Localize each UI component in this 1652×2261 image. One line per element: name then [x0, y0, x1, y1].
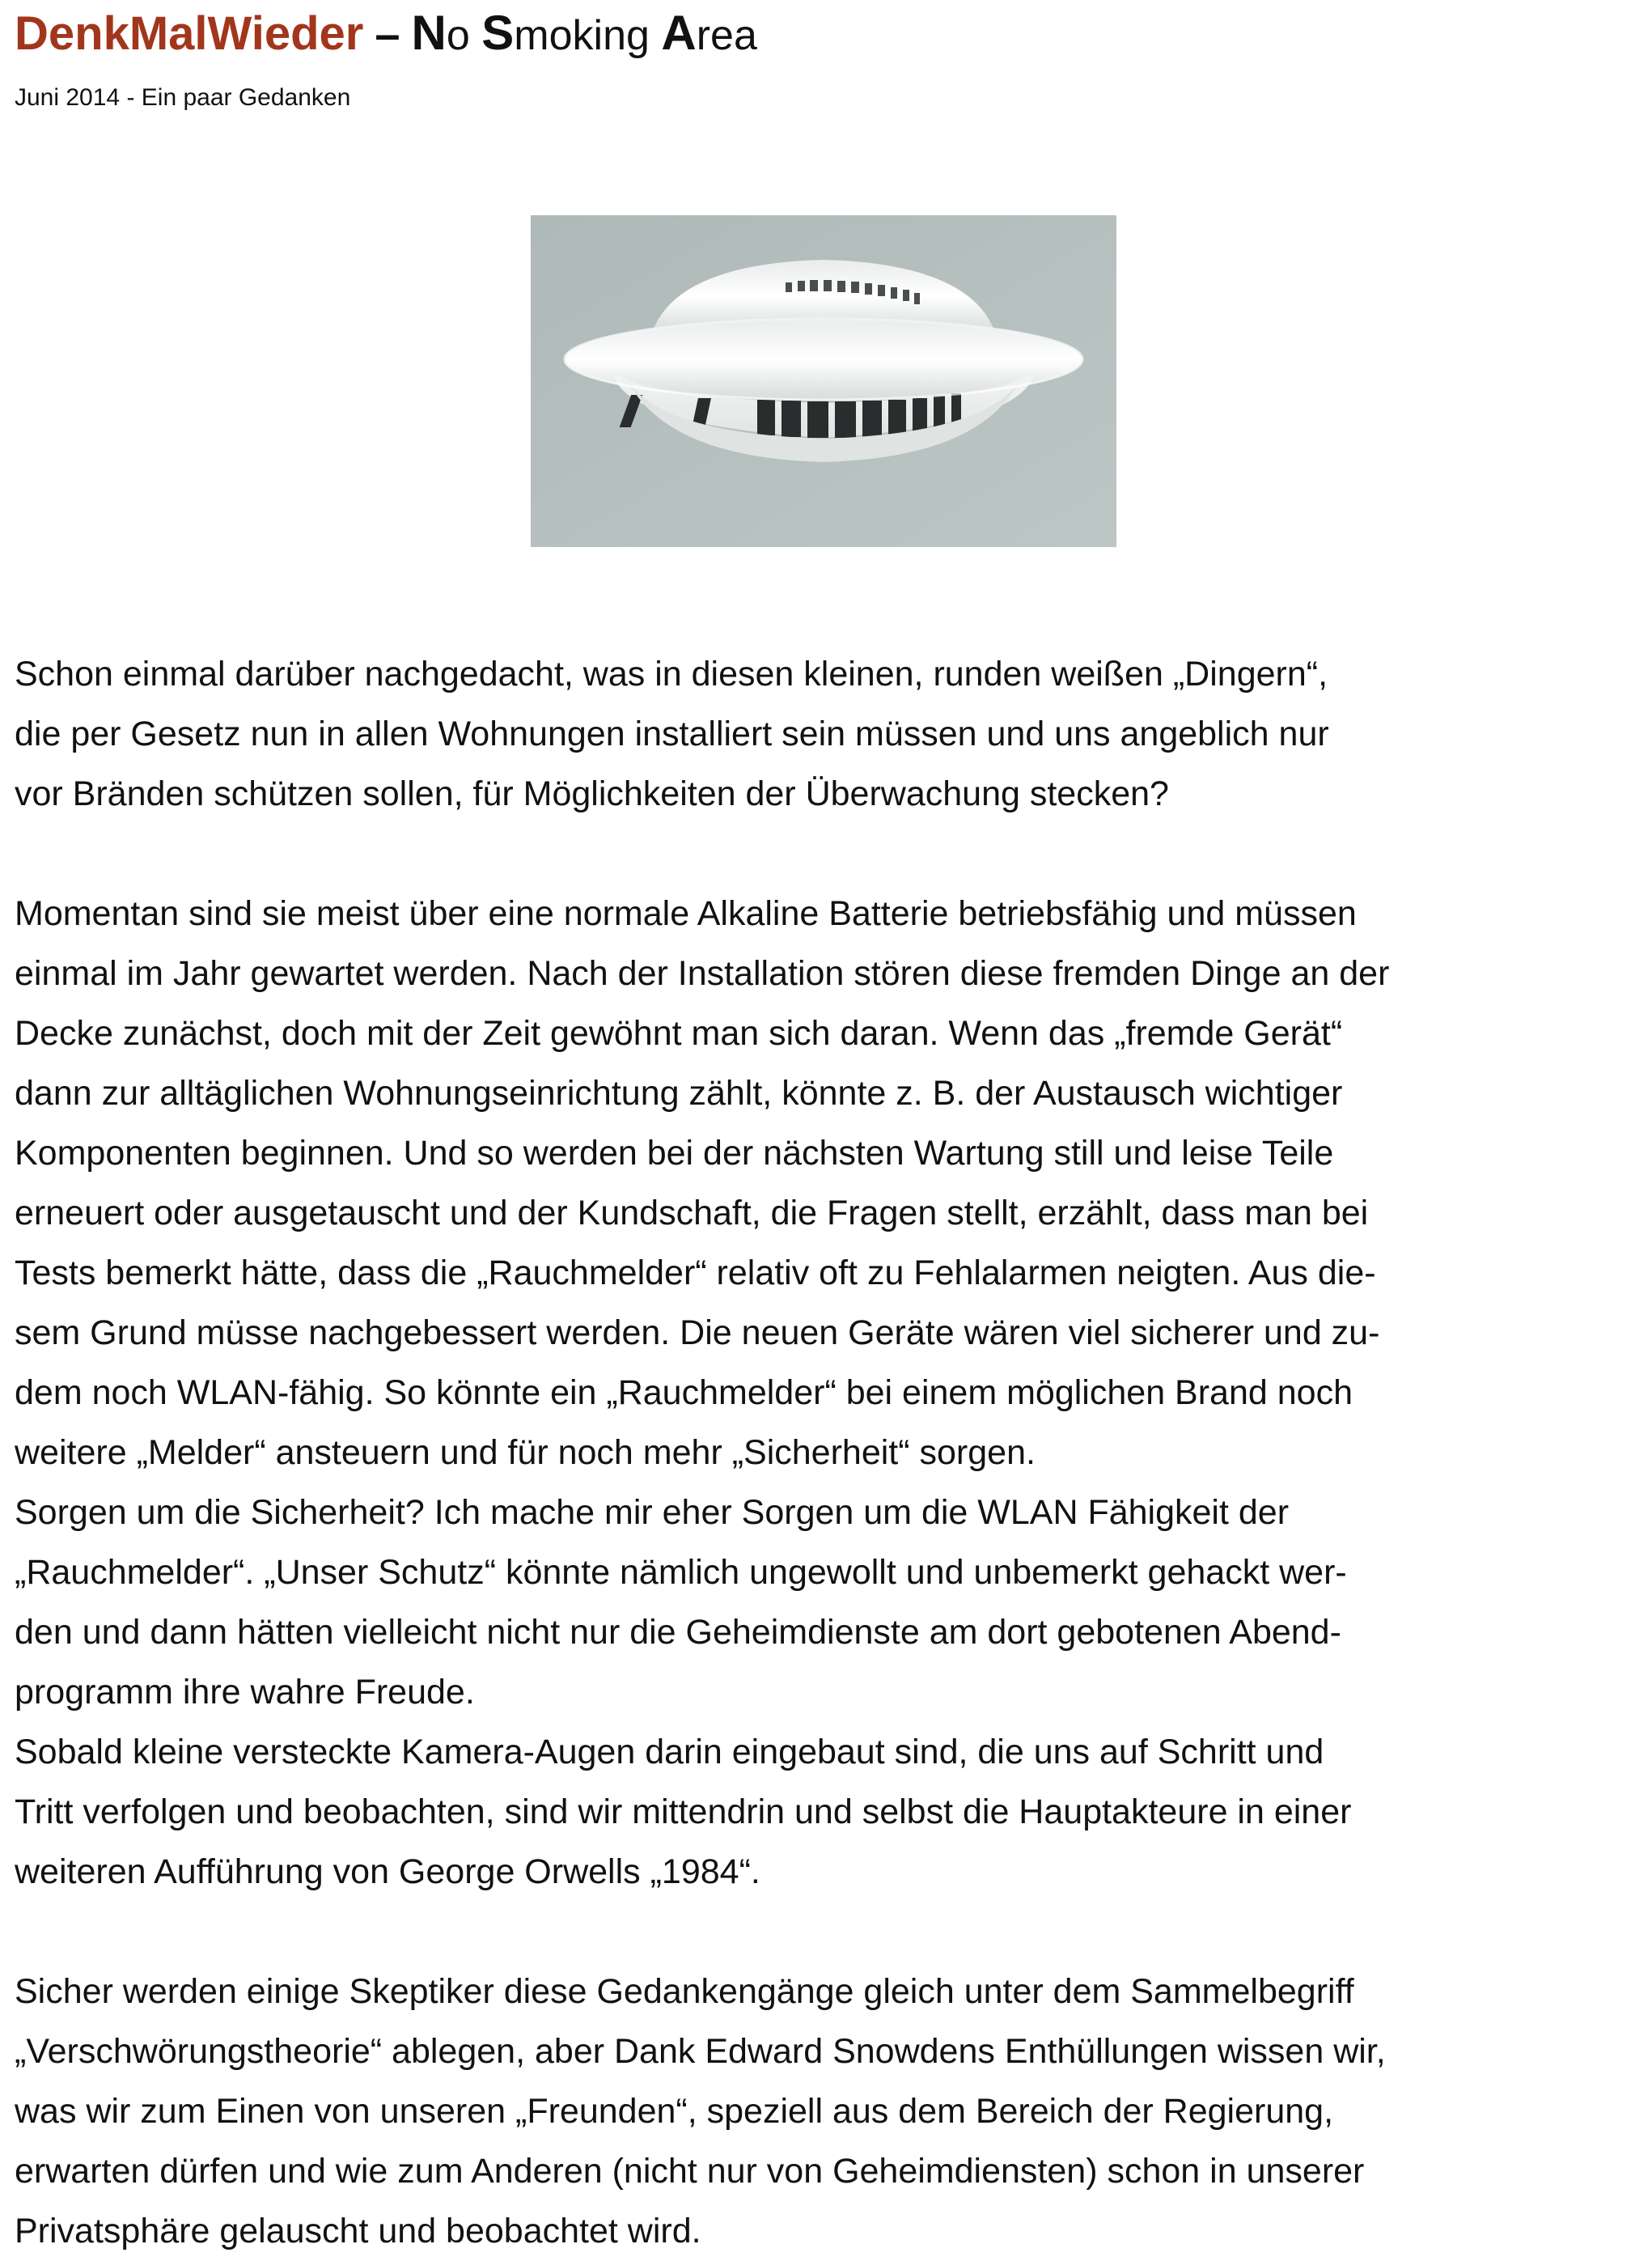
date-subtitle: Juni 2014 - Ein paar Gedanken [15, 84, 351, 111]
title-dash: – [375, 8, 400, 59]
text-line: Tritt verfolgen und beobachten, sind wir mittendrin und selbst die Hauptakteure in einer [15, 1792, 1352, 1831]
text-line: Sobald kleine versteckte Kamera-Augen darin eingebaut sind, die uns auf Schritt und [15, 1733, 1324, 1771]
text-line: erneuert oder ausgetauscht und der Kundschaft, die Fragen stellt, erzählt, dass man bei [15, 1194, 1369, 1232]
text-line: dann zur alltäglichen Wohnungseinrichtung zählt, könnte z. B. der Austausch wichtiger [15, 1074, 1343, 1113]
text-line: Komponenten beginnen. Und so werden bei der nächsten Wartung still und leise Teile [15, 1134, 1334, 1173]
text-line: Momentan sind sie meist über eine normale Alkaline Batterie betriebsfähig und müssen [15, 894, 1357, 933]
text-line: Sorgen um die Sicherheit? Ich mache mir eher Sorgen um die WLAN Fähigkeit der [15, 1493, 1290, 1532]
article-body [15, 644, 1641, 2261]
paragraph-gap [15, 1902, 1641, 1962]
text-line: die per Gesetz nun in allen Wohnungen installiert sein müssen und uns angeblich nur [15, 715, 1329, 753]
text-line: „Verschwörungstheorie“ ablegen, aber Dank Edward Snowdens Enthüllungen wissen wir, [15, 2032, 1386, 2071]
text-line: dem noch WLAN-fähig. So könnte ein „Rauchmelder“ bei einem möglichen Brand noch [15, 1373, 1353, 1412]
text-line: Schon einmal darüber nachgedacht, was in diesen kleinen, runden weißen „Dingern“, [15, 655, 1328, 694]
smoke-detector-photo [531, 215, 1116, 547]
text-line: weitere „Melder“ ansteuern und für noch mehr „Sicherheit“ sorgen. [15, 1433, 1036, 1472]
paragraph-gap [15, 824, 1641, 884]
text-line: Tests bemerkt hätte, dass die „Rauchmelder“ relativ oft zu Fehlalarmen neigten. Aus die- [15, 1254, 1376, 1292]
text-line: vor Bränden schützen sollen, für Möglichkeiten der Überwachung stecken? [15, 774, 1169, 813]
text-line: erwarten dürfen und wie zum Anderen (nicht nur von Geheimdiensten) schon in unserer [15, 2152, 1365, 2191]
text-line: Sicher werden einige Skeptiker diese Gedankengänge gleich unter dem Sammelbegriff [15, 1972, 1354, 2011]
text-line: Decke zunächst, doch mit der Zeit gewöhnt man sich daran. Wenn das „fremde Gerät“ [15, 1014, 1343, 1053]
page-header [15, 5, 757, 61]
text-line: weiteren Aufführung von George Orwells „1984“. [15, 1852, 760, 1891]
text-line: programm ihre wahre Freude. [15, 1673, 475, 1712]
text-line: einmal im Jahr gewartet werden. Nach der Installation stören diese fremden Dinge an der [15, 954, 1390, 993]
text-line: „Rauchmelder“. „Unser Schutz“ könnte nämlich ungewollt und unbemerkt gehackt wer- [15, 1553, 1347, 1592]
text-line: was wir zum Einen von unseren „Freunden“, speziell aus dem Bereich der Regierung, [15, 2092, 1334, 2131]
text-line: sem Grund müsse nachgebessert werden. Die neuen Geräte wären viel sicherer und zu- [15, 1313, 1380, 1352]
area-title: No Smoking Area [411, 6, 757, 60]
text-line: Privatsphäre gelauscht und beobachtet wird. [15, 2212, 701, 2250]
brand-title: DenkMalWieder [15, 7, 364, 60]
text-line: den und dann hätten vielleicht nicht nur die Geheimdienste am dort gebotenen Abend- [15, 1613, 1341, 1652]
